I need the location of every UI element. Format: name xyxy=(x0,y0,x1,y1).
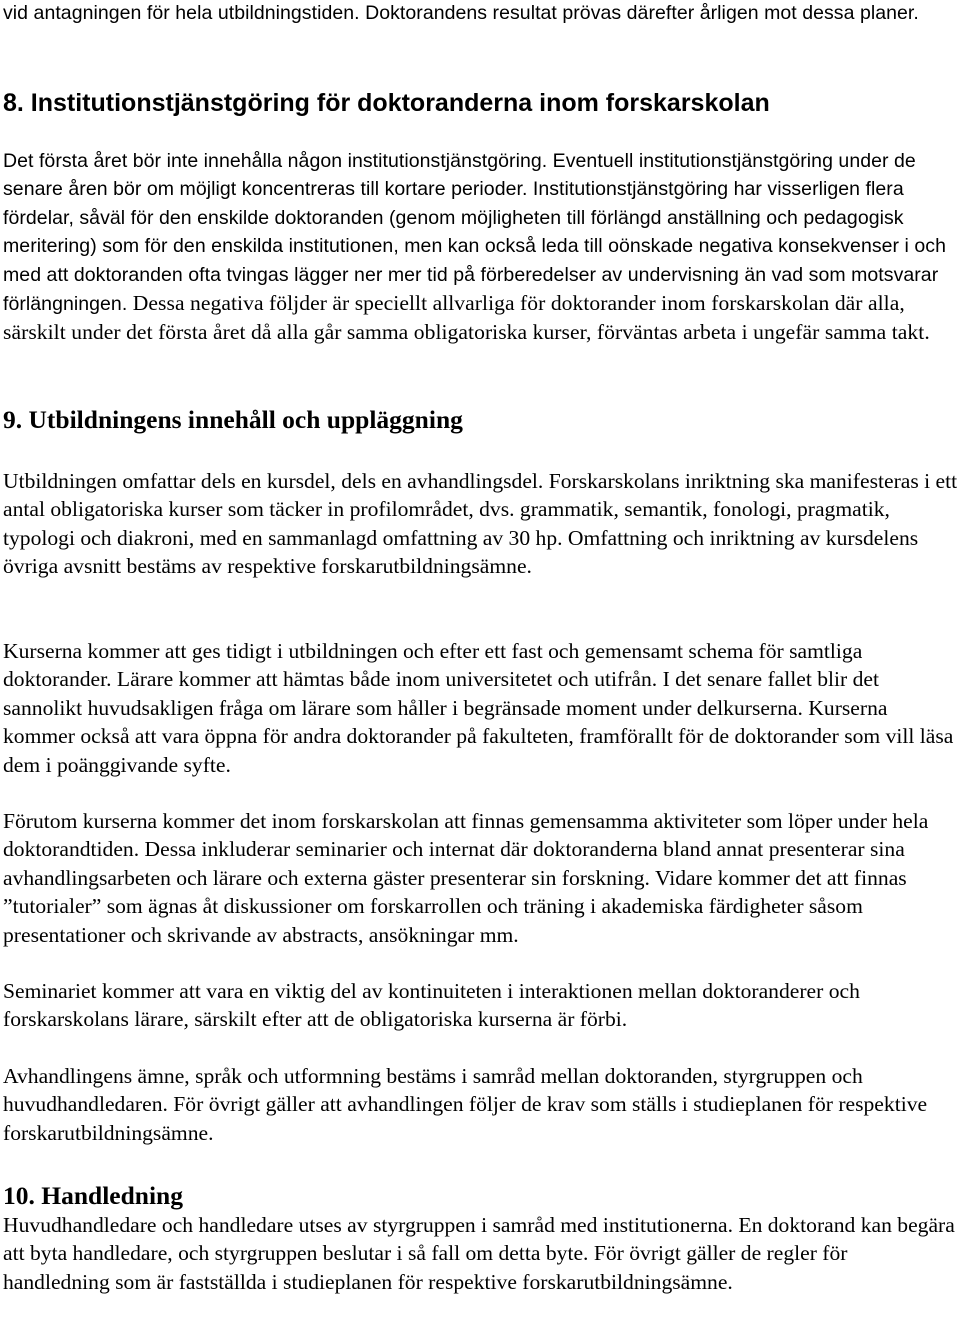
section9-heading: 9. Utbildningens innehåll och uppläggning xyxy=(3,405,463,434)
section9-paragraph-activities: Förutom kurserna kommer det inom forskarskolan att finnas gemensamma aktiviteter som löper under hela doktorandtiden. Dessa inkluderar seminarier och internat där doktoranderna bland annat presenterar sina avhandlingsarbeten och lärare och externa gäster presenterar sin forskning. Vidare kommer det att finnas ”tutorialer” som ägnas åt diskussioner om forskarrollen och träning i akademiska färdigheter såsom presentationer och skrivande av abstracts, ansökningar mm. xyxy=(3,809,929,947)
section8-paragraph-sans-part: Det första året bör inte innehålla någon institutionstjänstgöring. Eventuell institutionstjänstgöring under de senare åren bör om möjligt koncentreras till kortare perioder. Institutionstjänstgöring har visserligen flera fördelar, såväl för den enskilde doktoranden (genom möjligheten till förlängd anställning och pedagogisk meritering) som för den enskilda institutionen, men kan också leda till oönskade negativa konsekvenser i och med att doktoranden ofta tvingas lägger ner mer tid på förberedelser av undervisning än vad som motsvarar förlängningen. xyxy=(3,150,946,316)
section9-paragraph-thesis: Avhandlingens ämne, språk och utformning bestäms i samråd mellan doktoranden, styrgruppen och huvudhandledaren. För övrigt gäller att avhandlingen följer de krav som ställs i studieplanen för respektive forskarutbildningsämne. xyxy=(3,1064,928,1145)
section10-paragraph: Huvudhandledare och handledare utses av styrgruppen i samråd med institutionerna. En doktorand kan begära att byta handledare, och styrgruppen beslutar i så fall om detta byte. För övrigt gäller de regler för handledning som är fastställda i studieplanen för respektive forskarutbildningsämne. xyxy=(3,1213,955,1294)
section9-paragraph-courses: Utbildningen omfattar dels en kursdel, dels en avhandlingsdel. Forskarskolans inriktning ska manifesteras i ett antal obligatoriska kurser som täcker in profilområdet, dvs. grammatik, semantik, fonologi, pragmatik, typologi och diakroni, med en sammanlagd omfattning av 30 hp. Omfattning och inriktning av kursdelens övriga avsnitt bestäms av respektive forskarutbildningsämne. xyxy=(3,469,958,579)
section9-paragraph-seminar: Seminariet kommer att vara en viktig del av kontinuiteten i interaktionen mellan doktoranderer och forskarskolans lärare, särskilt efter att de obligatoriska kurserna är förbi. xyxy=(3,979,860,1032)
section9-paragraph-schedule: Kurserna kommer att ges tidigt i utbildningen och efter ett fast och gemensamt schema för samtliga doktorander. Lärare kommer att hämtas både inom universitetet och utifrån. I det senare fallet blir det sannolikt huvudsakligen fråga om lärare som håller i begränsade moment under delkurserna. Kurserna kommer också att vara öppna för andra doktorander på fakulteten, framförallt för de doktorander som vill läsa dem i poänggivande syfte. xyxy=(3,639,954,777)
section10-heading: 10. Handledning xyxy=(3,1181,183,1210)
section8-heading: 8. Institutionstjänstgöring för doktoranderna inom forskarskolan xyxy=(3,89,770,117)
section8-paragraph xyxy=(3,147,958,348)
section7-tail-paragraph: vid antagningen för hela utbildningstiden. Doktorandens resultat prövas därefter årligen mot dessa planer. xyxy=(3,2,919,24)
section8-paragraph-serif-part: Dessa negativa följder är speciellt allvarliga för doktorander inom forskarskolan där alla, särskilt under det första året då alla går samma obligatoriska kurser, förväntas arbeta i ungefär samma takt. xyxy=(3,291,930,345)
